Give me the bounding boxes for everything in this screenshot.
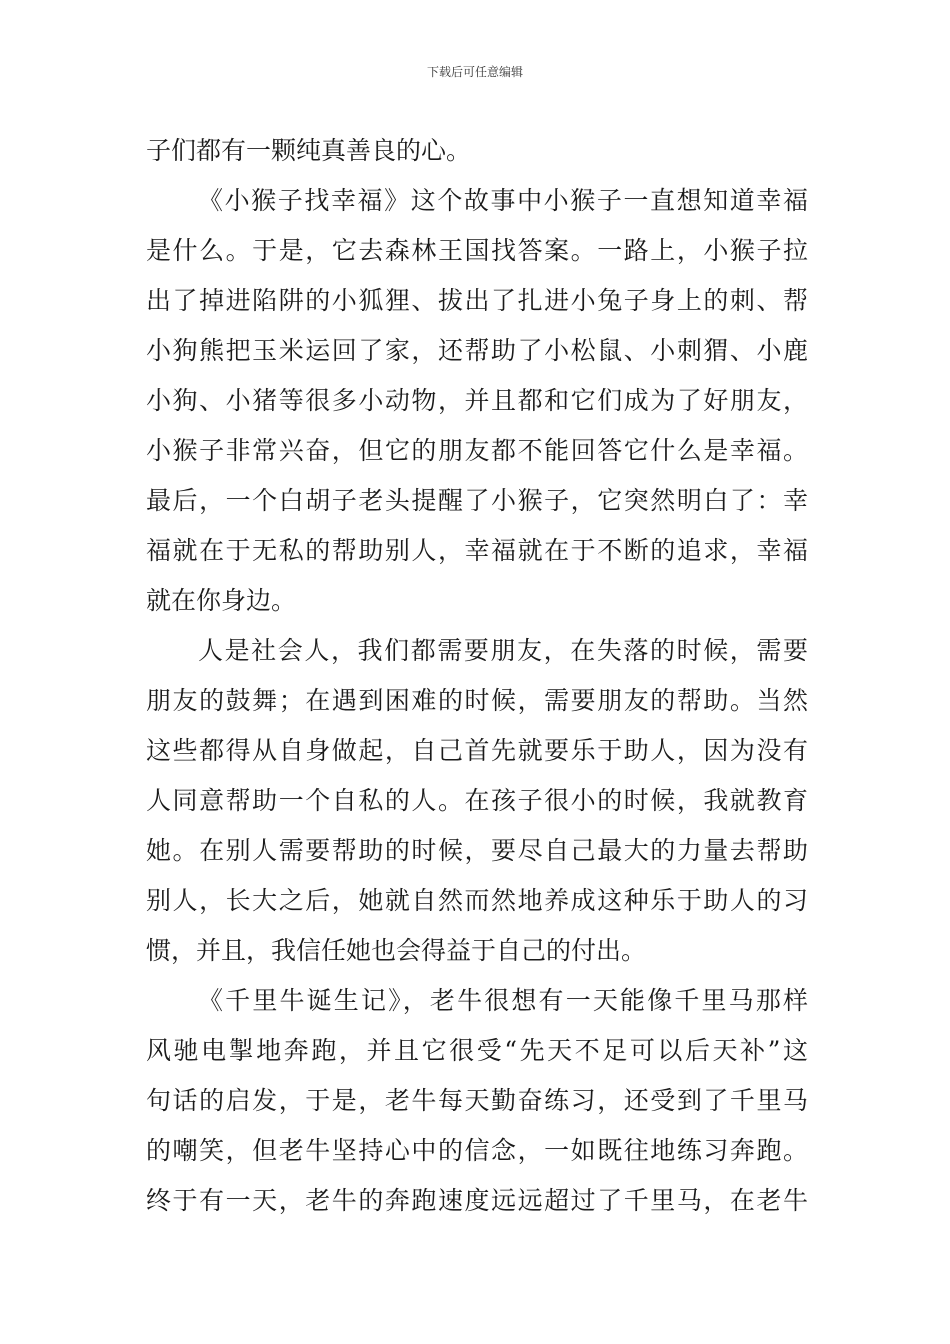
text-line: 是什么。于是，它去森林王国找答案。一路上，小猴子拉 [146,236,808,265]
text-line: 惯，并且，我信任她也会得益于自己的付出。 [146,936,647,965]
text-line: 这些都得从自身做起，自己首先就要乐于助人，因为没有 [146,736,808,765]
text-line: 小狗熊把玉米运回了家，还帮助了小松鼠、小刺猬、小鹿 [146,336,808,365]
text-line: 风驰电掣地奔跑，并且它很受“先天不足可以后天补”这 [146,1036,808,1065]
paragraph-first-line: 《小猴子找幸福》这个故事中小猴子一直想知道幸福 [198,186,808,215]
text-line: 子们都有一颗纯真善良的心。 [146,136,472,165]
paragraph-first-line: 《千里牛诞生记》，老牛很想有一天能像千里马那样 [198,986,808,1015]
text-line: 朋友的鼓舞；在遇到困难的时候，需要朋友的帮助。当然 [146,686,808,715]
text-line: 就在你身边。 [146,586,297,615]
text-line: 句话的启发，于是，老牛每天勤奋练习，还受到了千里马 [146,1086,808,1115]
text-line: 别人，长大之后，她就自然而然地养成这种乐于助人的习 [146,886,808,915]
text-line: 她。在别人需要帮助的时候，要尽自己最大的力量去帮助 [146,836,808,865]
text-line: 最后，一个白胡子老头提醒了小猴子，它突然明白了：幸 [146,486,808,515]
text-line: 福就在于无私的帮助别人，幸福就在于不断的追求，幸福 [146,536,808,565]
text-line: 的嘲笑，但老牛坚持心中的信念，一如既往地练习奔跑。 [146,1136,808,1165]
text-line: 出了掉进陷阱的小狐狸、拔出了扎进小兔子身上的刺、帮 [146,286,808,315]
page-header: 下载后可任意编辑 [426,65,523,79]
paragraph-first-line: 人是社会人，我们都需要朋友，在失落的时候，需要 [198,636,808,665]
text-line: 小狗、小猪等很多小动物，并且都和它们成为了好朋友， [146,386,808,415]
document-body [146,126,808,1226]
text-line: 小猴子非常兴奋，但它的朋友都不能回答它什么是幸福。 [146,436,808,465]
text-line: 人同意帮助一个自私的人。在孩子很小的时候，我就教育 [146,786,808,815]
text-line: 终于有一天，老牛的奔跑速度远远超过了千里马，在老牛 [146,1186,808,1215]
